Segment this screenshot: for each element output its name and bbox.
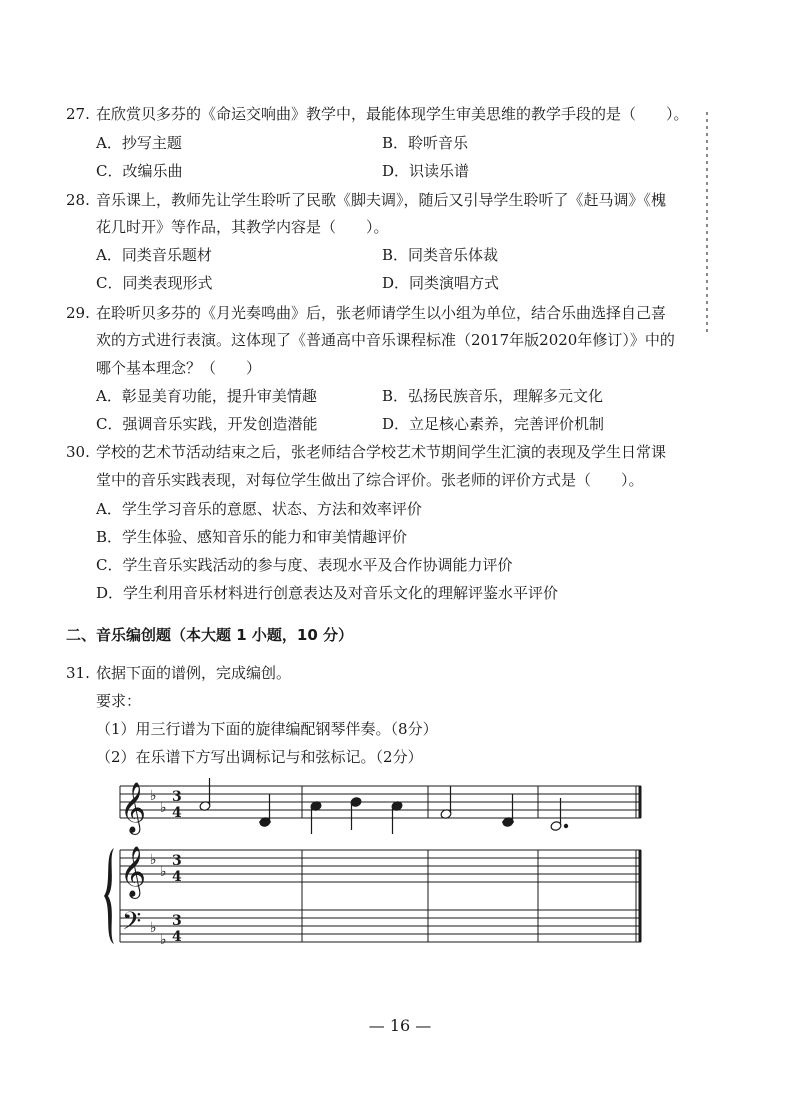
q28-stem-line1: 音乐课上，教师先让学生聆听了民歌《脚夫调》，随后又引导学生聆听了《赶马调》《槐 bbox=[96, 191, 667, 209]
note-quarter bbox=[391, 801, 403, 834]
binding-edge-mark bbox=[706, 112, 708, 332]
q30-stem-line2: 堂中的音乐实践表现，对每位学生做出了综合评价。张老师的评价方式是（ ）。 bbox=[96, 471, 644, 489]
q30-option-d: D．学生利用音乐材料进行创意表达及对音乐文化的理解评鉴水平评价 bbox=[96, 584, 559, 602]
q31-text: 依据下面的谱例，完成编创。 bbox=[96, 664, 292, 682]
flat-sign-icon: ♭ bbox=[160, 932, 167, 948]
q31-number: 31. bbox=[66, 664, 90, 682]
q27-option-b: B．聆听音乐 bbox=[382, 134, 469, 152]
q29-stem-line2: 欢的方式进行表演。这体现了《普通高中音乐课程标准（2017年版2020年修订）》中的 bbox=[96, 331, 675, 349]
time-signature-denominator: 4 bbox=[172, 805, 182, 821]
grand-staff-barlines bbox=[120, 850, 640, 942]
treble-clef-icon: 𝄞 bbox=[120, 846, 147, 897]
q28-option-a: A．同类音乐题材 bbox=[96, 246, 212, 264]
q28-option-b: B．同类音乐体裁 bbox=[382, 246, 499, 264]
time-signature-numerator: 3 bbox=[172, 853, 182, 869]
q29-number: 29. bbox=[66, 304, 90, 322]
q28-option-d: D．同类演唱方式 bbox=[382, 274, 500, 292]
section-2-title: 二、音乐编创题（本大题 1 小题，10 分） bbox=[66, 626, 353, 644]
q30-option-b: B．学生体验、感知音乐的能力和审美情趣评价 bbox=[96, 528, 408, 546]
q31-requirement-1: （1）用三行谱为下面的旋律编配钢琴伴奏。（8分） bbox=[96, 720, 438, 738]
flat-sign-icon: ♭ bbox=[150, 852, 157, 868]
note-quarter bbox=[259, 794, 271, 827]
note-dotted-half bbox=[550, 798, 568, 831]
q30-option-c: C．学生音乐实践活动的参与度、表现水平及合作协调能力评价 bbox=[96, 556, 513, 574]
page-number: — 16 — bbox=[368, 1016, 432, 1035]
q31-requirement-2: （2）在乐谱下方写出调标记与和弦标记。（2分） bbox=[96, 748, 423, 766]
q30-option-a: A．学生学习音乐的意愿、状态、方法和效率评价 bbox=[96, 500, 422, 518]
q29-option-c: C．强调音乐实践，开发创造潜能 bbox=[96, 415, 318, 433]
treble-clef-icon: 𝄞 bbox=[120, 782, 147, 833]
q28-stem-line2: 花几时开》等作品，其教学内容是（ ）。 bbox=[96, 218, 389, 236]
time-signature-denominator: 4 bbox=[172, 929, 182, 945]
q31-requirements-label: 要求： bbox=[96, 692, 142, 710]
q30-stem-line1: 学校的艺术节活动结束之后，张老师结合学校艺术节期间学生汇演的表现及学生日常课 bbox=[96, 443, 667, 461]
q27-stem: 在欣赏贝多芬的《命运交响曲》教学中，最能体现学生审美思维的教学手段的是（ ）。 bbox=[96, 105, 689, 123]
note-quarter bbox=[350, 797, 362, 830]
q29-option-d: D．立足核心素养，完善评价机制 bbox=[382, 415, 605, 433]
note-half bbox=[199, 778, 211, 811]
q27-option-d: D．识读乐谱 bbox=[382, 162, 470, 180]
q29-stem-line3: 哪个基本理念？（ ） bbox=[96, 359, 262, 377]
piano-treble-staff bbox=[120, 850, 641, 882]
piano-bass-staff bbox=[120, 910, 641, 942]
flat-sign-icon: ♭ bbox=[150, 788, 157, 804]
q27-option-c: C．改编乐曲 bbox=[96, 162, 183, 180]
q28-number: 28. bbox=[66, 191, 90, 209]
time-signature-numerator: 3 bbox=[172, 789, 182, 805]
note-half bbox=[440, 786, 452, 819]
melody-staff bbox=[120, 786, 641, 818]
q29-stem-line1: 在聆听贝多芬的《月光奏鸣曲》后，张老师请学生以小组为单位，结合乐曲选择自己喜 bbox=[96, 304, 667, 322]
grand-staff-brace-icon bbox=[104, 848, 114, 944]
q30-number: 30. bbox=[66, 443, 90, 461]
note-quarter bbox=[502, 794, 514, 827]
q27-option-a: A．抄写主题 bbox=[96, 134, 182, 152]
time-signature-denominator: 4 bbox=[172, 869, 182, 885]
q29-option-b: B．弘扬民族音乐，理解多元文化 bbox=[382, 387, 604, 405]
q27-number: 27. bbox=[66, 105, 90, 123]
q28-option-c: C．同类表现形式 bbox=[96, 274, 213, 292]
note-quarter bbox=[310, 801, 322, 834]
music-score bbox=[0, 774, 800, 974]
flat-sign-icon: ♭ bbox=[160, 864, 167, 880]
bass-clef-icon: 𝄢 bbox=[122, 907, 142, 942]
q29-option-a: A．彰显美育功能，提升审美情趣 bbox=[96, 387, 317, 405]
flat-sign-icon: ♭ bbox=[160, 800, 167, 816]
flat-sign-icon: ♭ bbox=[150, 920, 157, 936]
time-signature-numerator: 3 bbox=[172, 913, 182, 929]
